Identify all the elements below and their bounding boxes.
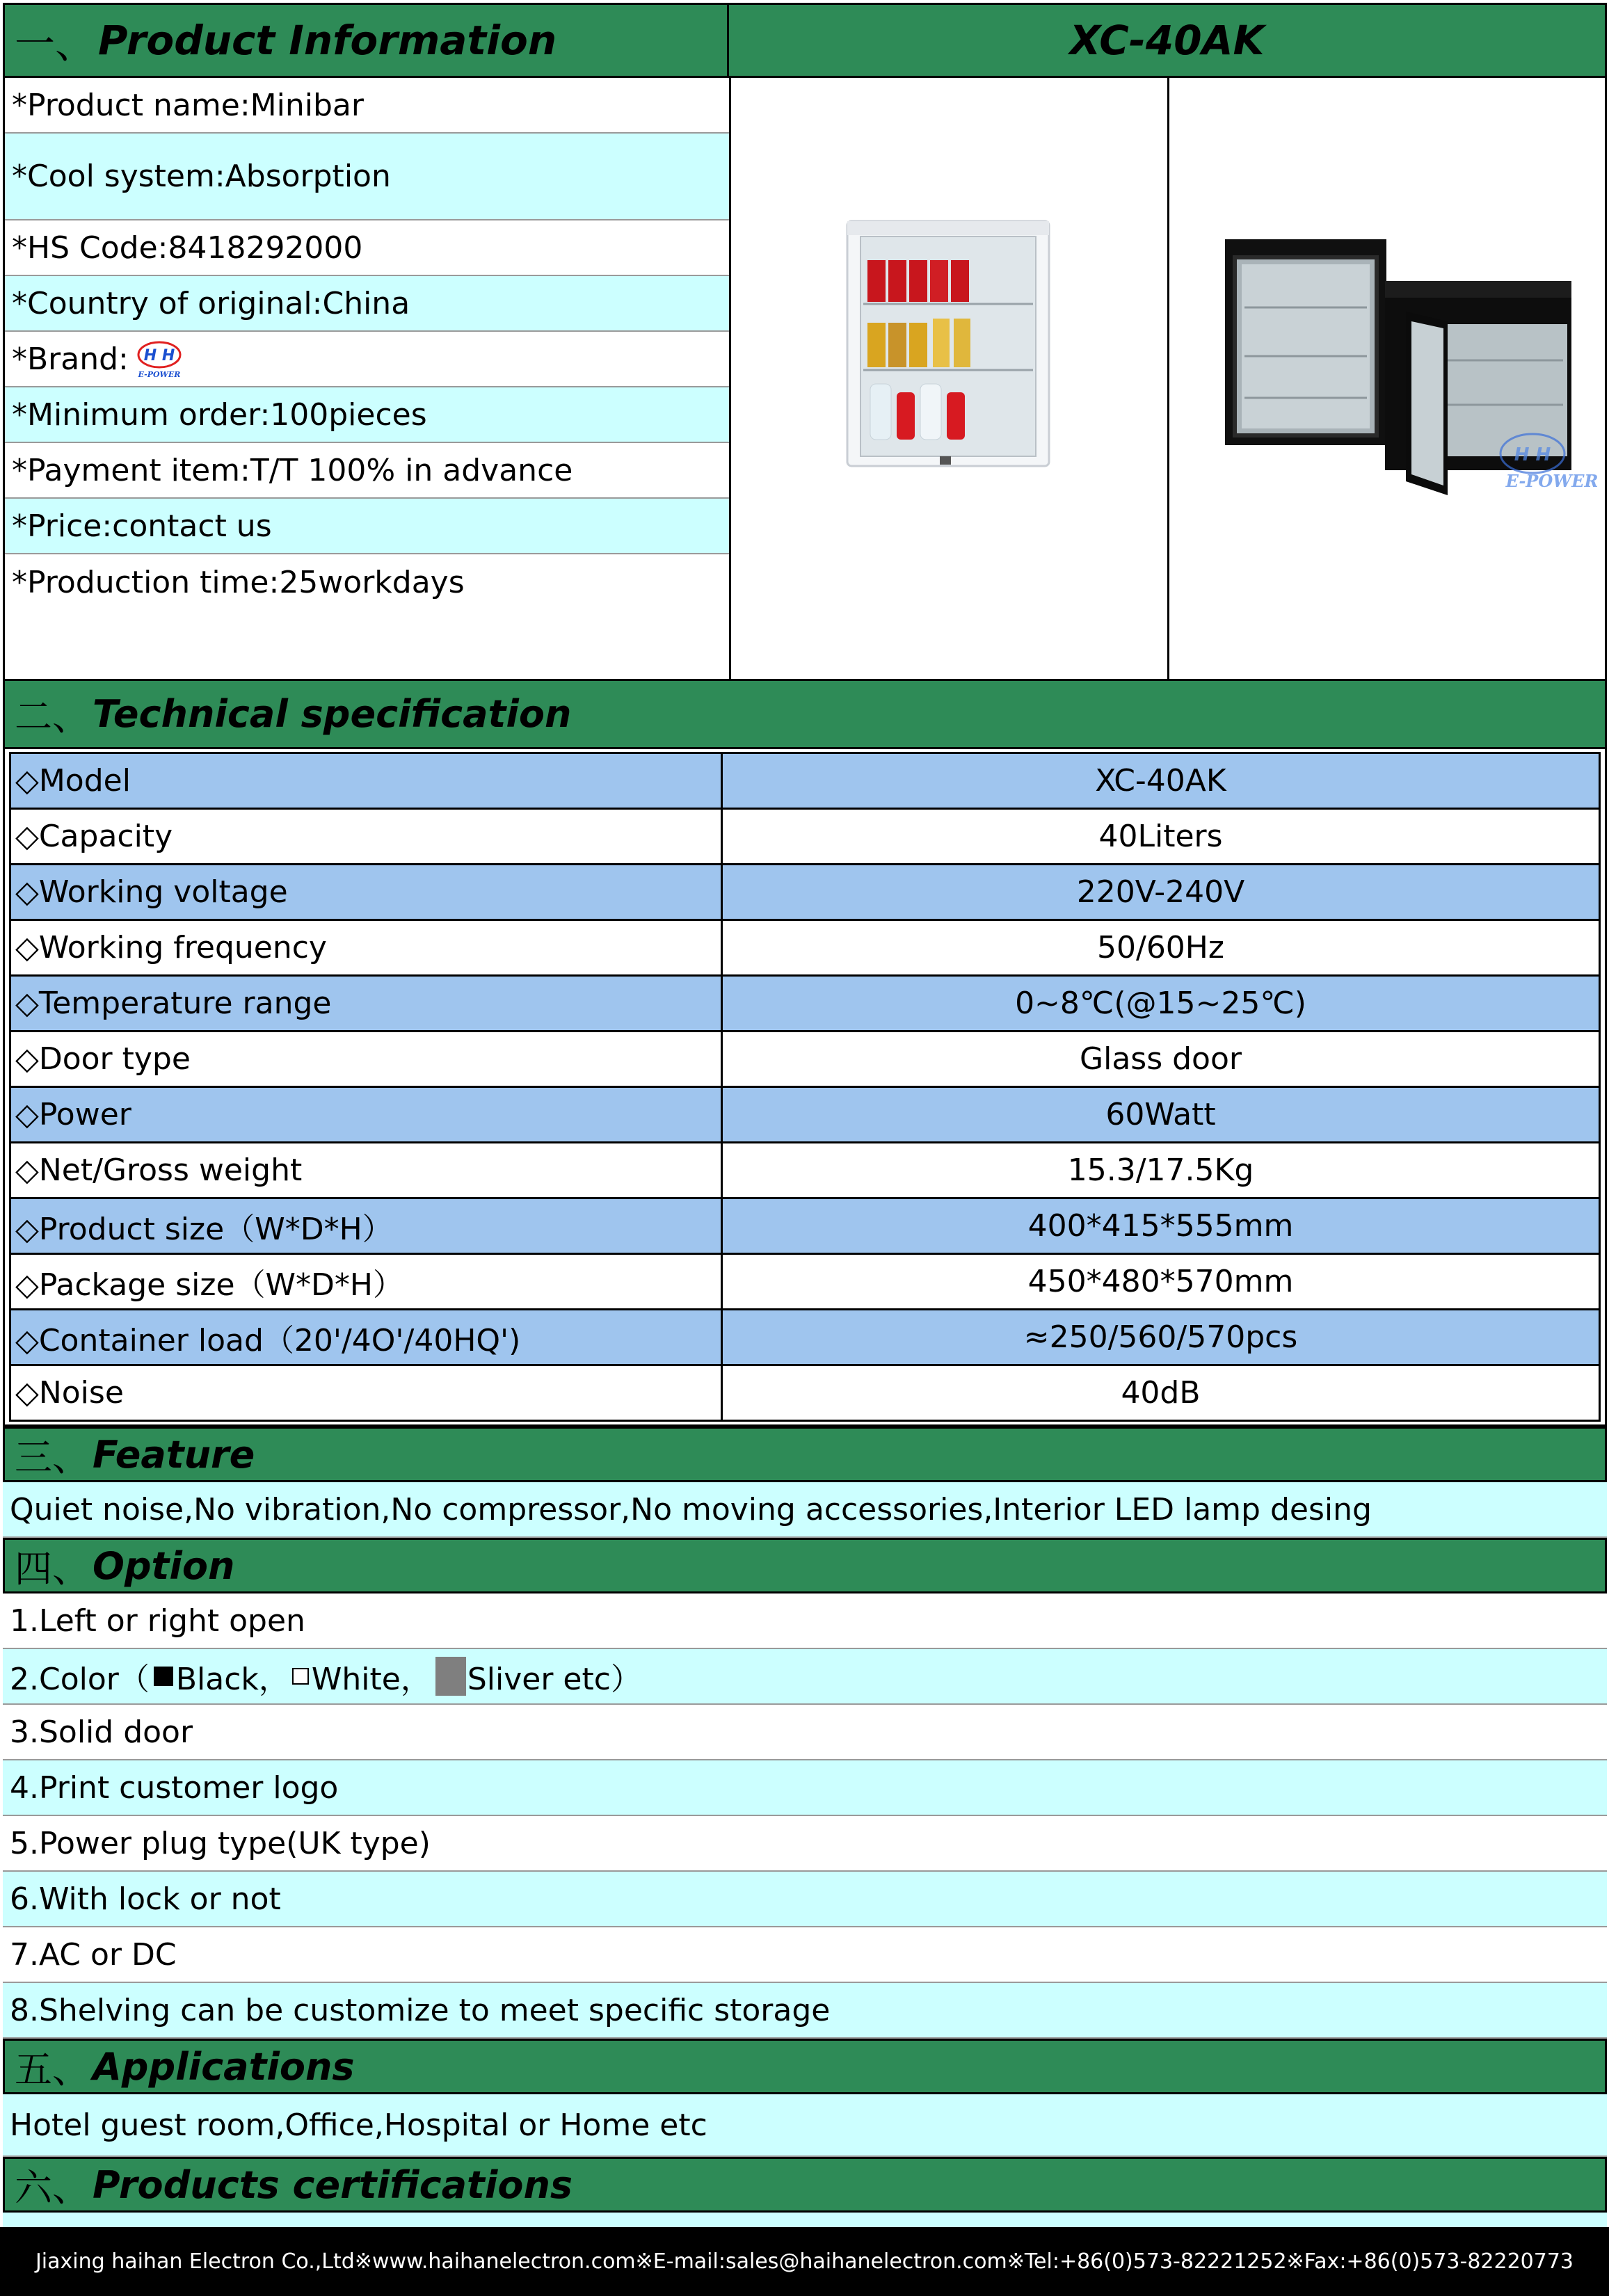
photo-white-minibar	[731, 78, 1169, 679]
tech-spec-table-wrap	[3, 749, 1607, 1427]
product-info-title	[5, 5, 729, 76]
option-7: 7.AC or DC	[3, 1927, 1607, 1983]
product-info-body	[3, 78, 1607, 681]
svg-text:H H: H H	[1514, 444, 1551, 465]
spec-key: ◇Package size（W*D*H）	[10, 1254, 722, 1310]
spec-key: ◇Capacity	[10, 809, 722, 865]
option-5: 5.Power plug type(UK type)	[3, 1816, 1607, 1872]
color-white-label: White，	[311, 1662, 431, 1697]
spec-value: 220V-240V	[722, 865, 1600, 920]
svg-text:H H: H H	[143, 347, 175, 364]
brand-label: *Brand:	[12, 341, 129, 377]
certifications-header	[3, 2157, 1607, 2213]
spec-value: 40dB	[722, 1365, 1600, 1421]
spec-value: ≈250/560/570pcs	[722, 1310, 1600, 1365]
spec-row	[10, 1031, 1600, 1087]
spec-key: ◇Product size（W*D*H）	[10, 1198, 722, 1254]
spec-row	[10, 1198, 1600, 1254]
spec-row	[10, 1310, 1600, 1365]
spec-sheet	[3, 3, 1607, 2270]
info-row-country: *Country of original:China	[5, 276, 729, 332]
svg-text:E-POWER: E-POWER	[138, 370, 181, 379]
applications-header	[3, 2039, 1607, 2094]
section-title: Feature	[93, 1432, 255, 1477]
model-title: XC-40AK	[1069, 17, 1265, 64]
white-minibar-image	[731, 78, 1167, 679]
option-1: 1.Left or right open	[3, 1593, 1607, 1649]
spec-row	[10, 1087, 1600, 1143]
spec-row	[10, 976, 1600, 1031]
spec-row	[10, 1365, 1600, 1421]
spec-key: ◇Power	[10, 1087, 722, 1143]
applications-text: Hotel guest room,Office,Hospital or Home etc	[3, 2094, 1607, 2157]
black-minibar-image	[1169, 78, 1605, 679]
option-6: 6.With lock or not	[3, 1872, 1607, 1927]
footer-contact: Jiaxing haihan Electron Co.,Ltd※www.haihanelectron.com※E-mail:sales@haihanelectron.com※Tel:+86(0)573-82221252※Fax:+86(0)573-82220773	[0, 2227, 1609, 2296]
spec-row	[10, 865, 1600, 920]
spec-value: 400*415*555mm	[722, 1198, 1600, 1254]
tech-spec-table	[9, 752, 1601, 1422]
spec-row	[10, 1254, 1600, 1310]
option-2	[3, 1649, 1607, 1705]
section-number: 二、	[15, 695, 90, 739]
section-title: Technical specification	[93, 692, 572, 736]
spec-key: ◇Working voltage	[10, 865, 722, 920]
section-number: 一、	[15, 20, 96, 67]
white-swatch-icon	[292, 1668, 309, 1685]
section-title: Applications	[93, 2044, 355, 2089]
product-photos	[731, 78, 1607, 679]
option-header	[3, 1538, 1607, 1593]
spec-key: ◇Noise	[10, 1365, 722, 1421]
tech-spec-header	[3, 681, 1607, 749]
section-title: Product Information	[98, 17, 557, 64]
info-row-brand	[5, 332, 729, 387]
spec-row	[10, 809, 1600, 865]
spec-value: 50/60Hz	[722, 920, 1600, 976]
feature-text: Quiet noise,No vibration,No compressor,No moving accessories,Interior LED lamp desing	[3, 1482, 1607, 1538]
spec-value: 0~8℃(@15~25℃)	[722, 976, 1600, 1031]
brand-logo	[133, 338, 189, 380]
spec-value: 60Watt	[722, 1087, 1600, 1143]
info-row-payment: *Payment item:T/T 100% in advance	[5, 443, 729, 499]
spec-key: ◇Container load（20'/4O'/40HQ')	[10, 1310, 722, 1365]
spec-value: 450*480*570mm	[722, 1254, 1600, 1310]
info-row-hs: *HS Code:8418292000	[5, 220, 729, 276]
spec-value: 15.3/17.5Kg	[722, 1143, 1600, 1198]
spec-key: ◇Net/Gross weight	[10, 1143, 722, 1198]
photo-black-minibars	[1169, 78, 1608, 679]
option-3: 3.Solid door	[3, 1705, 1607, 1760]
info-row-moq: *Minimum order:100pieces	[5, 387, 729, 443]
feature-header	[3, 1427, 1607, 1482]
info-row-price: *Price:contact us	[5, 499, 729, 554]
color-sliver-label: Sliver etc）	[467, 1662, 641, 1697]
spec-key: ◇Temperature range	[10, 976, 722, 1031]
black-swatch-icon	[154, 1667, 173, 1686]
info-row-name: *Product name:Minibar	[5, 78, 729, 134]
option-4: 4.Print customer logo	[3, 1760, 1607, 1816]
section-number: 四、	[15, 1546, 90, 1591]
option-2-prefix: 2.Color（	[10, 1662, 150, 1697]
section-title: Products certifications	[93, 2162, 573, 2207]
spec-row	[10, 1143, 1600, 1198]
spec-row	[10, 920, 1600, 976]
silver-swatch-icon	[435, 1657, 466, 1696]
spec-value: 40Liters	[722, 809, 1600, 865]
section-title: Option	[93, 1543, 235, 1588]
spec-value: XC-40AK	[722, 753, 1600, 809]
product-info-header	[3, 3, 1607, 78]
photo-brand-watermark: E-POWER	[1505, 471, 1598, 491]
option-8: 8.Shelving can be customize to meet specific storage	[3, 1983, 1607, 2039]
section-number: 五、	[15, 2047, 90, 2092]
product-info-list	[3, 78, 731, 679]
spec-key: ◇Model	[10, 753, 722, 809]
section-number: 三、	[15, 1435, 90, 1479]
color-black-label: Black，	[175, 1662, 289, 1697]
section-number: 六、	[15, 2165, 90, 2210]
info-row-production: *Production time:25workdays	[12, 564, 465, 600]
spec-value: Glass door	[722, 1031, 1600, 1087]
info-row-cool: *Cool system:Absorption	[5, 134, 729, 220]
spec-key: ◇Door type	[10, 1031, 722, 1087]
spec-row	[10, 753, 1600, 809]
spec-key: ◇Working frequency	[10, 920, 722, 976]
